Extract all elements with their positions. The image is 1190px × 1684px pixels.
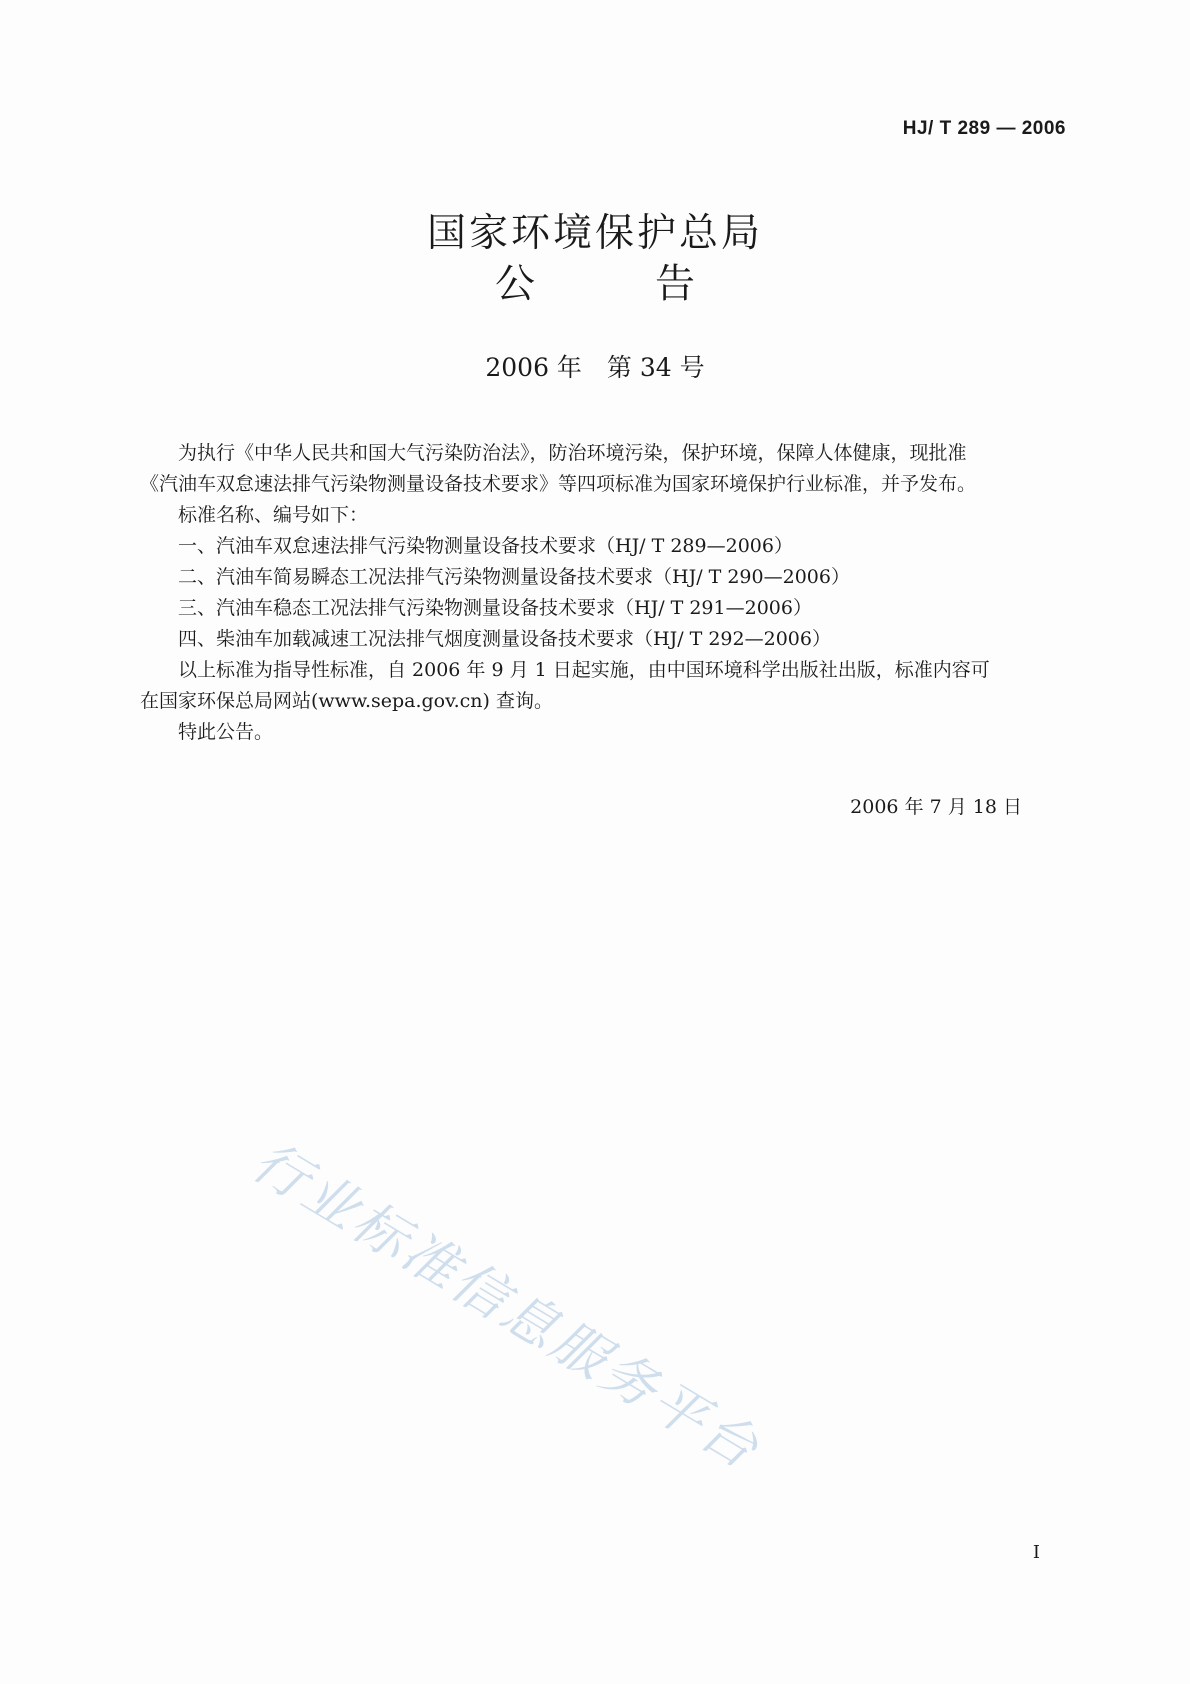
agency-title: 国家环境保护总局 bbox=[426, 211, 763, 256]
notice-title bbox=[0, 260, 1190, 308]
intro-line-1: 为执行《中华人民共和国大气污染防治法》，防治环境污染，保护环境，保障人体健康，现批准 bbox=[178, 442, 967, 464]
watermark: 行业标准信息服务平台 bbox=[241, 1129, 772, 1483]
notice-title-char-1: 公 bbox=[495, 261, 535, 307]
notice-title-char-2: 告 bbox=[655, 261, 695, 307]
page-number: I bbox=[1032, 1542, 1040, 1563]
standard-code: HJ/ T 289 — 2006 bbox=[902, 118, 1066, 139]
standard-item: 三、汽油车稳态工况法排气污染物测量设备技术要求（HJ/ T 291—2006） bbox=[178, 597, 812, 619]
issue-number: 2006 年 第 34 号 bbox=[485, 353, 705, 382]
list-heading: 标准名称、编号如下： bbox=[178, 504, 369, 526]
standard-item: 一、汽油车双怠速法排气污染物测量设备技术要求（HJ/ T 289—2006） bbox=[178, 535, 793, 557]
closing-line: 特此公告。 bbox=[178, 721, 274, 743]
notice-body bbox=[140, 438, 1070, 748]
implementation-line-1: 以上标准为指导性标准，自 2006 年 9 月 1 日起实施，由中国环境科学出版社出版，标准内容可 bbox=[178, 659, 990, 681]
standard-item: 二、汽油车简易瞬态工况法排气污染物测量设备技术要求（HJ/ T 290—2006） bbox=[178, 566, 850, 588]
implementation-line-2: 在国家环保总局网站(www.sepa.gov.cn) 查询。 bbox=[140, 690, 553, 712]
standard-item: 四、柴油车加载减速工况法排气烟度测量设备技术要求（HJ/ T 292—2006） bbox=[178, 628, 831, 650]
intro-line-2: 《汽油车双怠速法排气污染物测量设备技术要求》等四项标准为国家环境保护行业标准，并予发布。 bbox=[140, 473, 977, 495]
signature-date: 2006 年 7 月 18 日 bbox=[850, 796, 1022, 818]
